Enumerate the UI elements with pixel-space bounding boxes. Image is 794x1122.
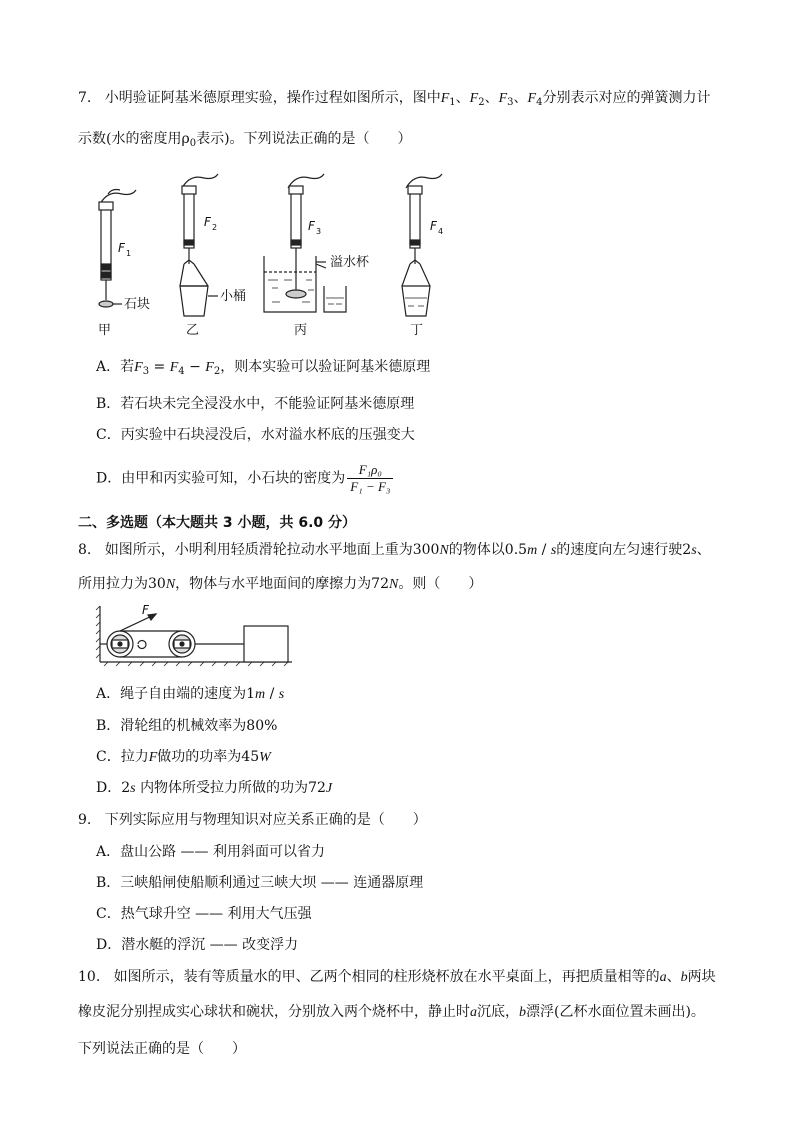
option-text: A．若 — [96, 359, 135, 375]
fig-label-yi: 乙 — [186, 323, 200, 338]
subscript: 2 — [213, 366, 221, 377]
q9-option-d: D．潜水艇的浮沉 —— 改变浮力 — [96, 937, 299, 953]
minus-sign: − — [184, 359, 206, 375]
q7-option-d — [96, 462, 393, 495]
fig-f1-label: F — [118, 241, 125, 255]
q9-option-a: A．盘山公路 —— 利用斜面可以省力 — [96, 844, 326, 860]
unit-m: m — [255, 687, 266, 702]
fig-label-bing: 丙 — [294, 323, 308, 338]
q7-stem-text: 分别表示对应的弹簧测力计 — [542, 90, 711, 106]
q7-number: 7. — [78, 90, 92, 106]
q8-option-b: B．滑轮组的机械效率为80% — [96, 718, 278, 734]
q10-stem-text: 橡皮泥分别捏成实心球状和碗状，分别放入两个烧杯中，静止时 — [78, 1004, 470, 1020]
var-b: b — [519, 1005, 526, 1020]
q10-stem-text: 两块 — [687, 969, 716, 985]
comma: 、 — [696, 542, 711, 558]
separator: 、 — [666, 969, 681, 985]
fig-overflow-cup-label: 溢水杯 — [330, 255, 370, 270]
unit-w: W — [259, 750, 271, 765]
separator: 、 — [513, 90, 528, 106]
q8-option-c — [96, 747, 271, 768]
option-text: C．拉力 — [96, 749, 149, 765]
var-a: a — [659, 970, 667, 985]
q7-option-b: B．若石块未完全浸没水中，不能验证阿基米德原理 — [96, 396, 415, 412]
force-value: 30 — [148, 576, 166, 592]
fraction-numerator: F₁ρ₀ — [347, 462, 393, 479]
time-value: 2 — [682, 542, 692, 558]
density-fraction — [347, 462, 393, 495]
q8-stem-text: 。则（ ） — [398, 576, 483, 592]
f4-symbol: F — [527, 91, 537, 106]
unit-j: J — [325, 781, 333, 796]
option-text: ，则本实验可以验证阿基米德原理 — [220, 359, 431, 375]
q8-stem-line1 — [78, 540, 711, 561]
slash: / — [265, 686, 279, 702]
q8-stem-text: ，物体与水平地面间的摩擦力为 — [175, 576, 372, 592]
fig-force-label: F — [142, 603, 149, 617]
unit-s: s — [550, 543, 557, 558]
section-title-multiple-choice: 二、多选题（本大题共 3 小题，共 6.0 分） — [78, 515, 357, 531]
q9-stem-text: 下列实际应用与物理知识对应关系正确的是（ ） — [104, 812, 427, 828]
fig-bucket-label: 小桶 — [220, 289, 247, 304]
q8-option-d — [96, 778, 332, 799]
option-value: 45 — [241, 749, 260, 765]
unit-s: s — [691, 543, 697, 558]
q10-stem-text: 漂浮(乙杯水面位置未画出)。 — [526, 1004, 705, 1020]
q7-experiment-figure — [86, 168, 466, 340]
fig-label-ding: 丁 — [410, 323, 424, 338]
q7-option-c: C．丙实验中石块浸没后，水对溢水杯底的压强变大 — [96, 427, 415, 443]
q8-stem-text: 的速度向左匀速行驶 — [556, 542, 683, 558]
unit-n: N — [165, 577, 176, 592]
subscript: 4 — [178, 366, 185, 377]
unit-m: m — [527, 543, 538, 558]
f2-symbol: F — [469, 91, 479, 106]
rho-subscript: 0 — [189, 138, 197, 149]
rho-symbol: ρ — [181, 131, 190, 147]
q8-stem-text: 的物体以 — [448, 542, 505, 558]
speed-value: 0.5 — [504, 542, 528, 558]
q9-number: 9. — [78, 812, 92, 828]
q7-stem-text: 示数(水的密度用 — [78, 131, 182, 147]
f-symbol: F — [134, 360, 143, 375]
f-symbol: F — [148, 750, 158, 765]
unit-n: N — [389, 577, 399, 592]
q7-option-a — [96, 357, 430, 382]
f-symbol: F — [205, 360, 214, 375]
weight-value: 300 — [412, 542, 440, 558]
friction-value: 72 — [371, 576, 389, 592]
option-text: D． — [96, 780, 122, 796]
q8-stem-text: 如图所示，小明利用轻质滑轮拉动水平地面上重为 — [104, 542, 413, 558]
q8-pulley-figure — [94, 602, 294, 668]
q7-stem-line1 — [78, 88, 710, 113]
q9-option-b: B．三峡船闸使船顺利通过三峡大坝 —— 连通器原理 — [96, 875, 424, 891]
fig-f3-subscript: 3 — [316, 227, 322, 236]
option-value: 72 — [308, 780, 326, 796]
unit-n: N — [439, 543, 449, 558]
f1-subscript: 1 — [449, 97, 456, 108]
q7-stem-text: 表示)。下列说法正确的是（ ） — [196, 131, 412, 147]
fraction-denominator: F₁ − F₃ — [350, 479, 391, 494]
fig-f4-label: F — [430, 219, 437, 233]
f1-symbol: F — [440, 91, 450, 106]
var-b: b — [680, 970, 688, 985]
q10-stem-line2 — [78, 1002, 705, 1023]
q10-stem-line3: 下列说法正确的是（ ） — [78, 1041, 246, 1057]
q8-option-a — [96, 684, 284, 705]
f3-subscript: 3 — [507, 97, 514, 108]
separator: 、 — [455, 90, 470, 106]
fig-f2-subscript: 2 — [212, 223, 218, 232]
option-text: A．绳子自由端的速度为 — [96, 686, 247, 702]
option-text: 内物体所受拉力所做的功为 — [140, 780, 309, 796]
f4-subscript: 4 — [536, 97, 543, 108]
q7-stem-text: 小明验证阿基米德原理实验，操作过程如图所示，图中 — [104, 90, 441, 106]
slash: / — [537, 542, 551, 558]
fig-f1-subscript: 1 — [126, 249, 132, 258]
subscript: 3 — [142, 366, 150, 377]
q8-number: 8. — [78, 542, 92, 558]
equals-sign: = — [149, 359, 170, 375]
fig-f4-subscript: 4 — [438, 227, 444, 236]
f-symbol: F — [169, 360, 179, 375]
q10-stem-text: 沉底， — [477, 1004, 519, 1020]
separator: 、 — [484, 90, 499, 106]
f2-subscript: 2 — [478, 97, 485, 108]
option-value: 1 — [246, 686, 256, 702]
fig-stone-label: 石块 — [124, 297, 151, 312]
unit-s: s — [278, 687, 285, 702]
f3-symbol: F — [498, 91, 508, 106]
q9-option-c: C．热气球升空 —— 利用大气压强 — [96, 906, 312, 922]
var-a: a — [470, 1005, 477, 1020]
q7-stem-line2 — [78, 129, 412, 154]
fig-f3-label: F — [308, 219, 315, 233]
q8-stem-line2 — [78, 574, 482, 595]
unit-s: s — [130, 781, 136, 796]
q10-stem-text: 如图所示，装有等质量水的甲、乙两个相同的柱形烧杯放在水平桌面上，再把质量相等的 — [113, 969, 660, 985]
option-text: 做功的功率为 — [157, 749, 242, 765]
q10-stem-line1 — [78, 967, 716, 988]
time-value: 2 — [121, 780, 131, 796]
fig-f2-label: F — [204, 215, 211, 229]
q9-stem — [78, 810, 427, 830]
q10-number: 10. — [78, 969, 101, 985]
fig-label-jia: 甲 — [98, 323, 112, 338]
q8-stem-text: 所用拉力为 — [78, 576, 148, 592]
option-text: D．由甲和丙实验可知，小石块的密度为 — [96, 470, 346, 487]
